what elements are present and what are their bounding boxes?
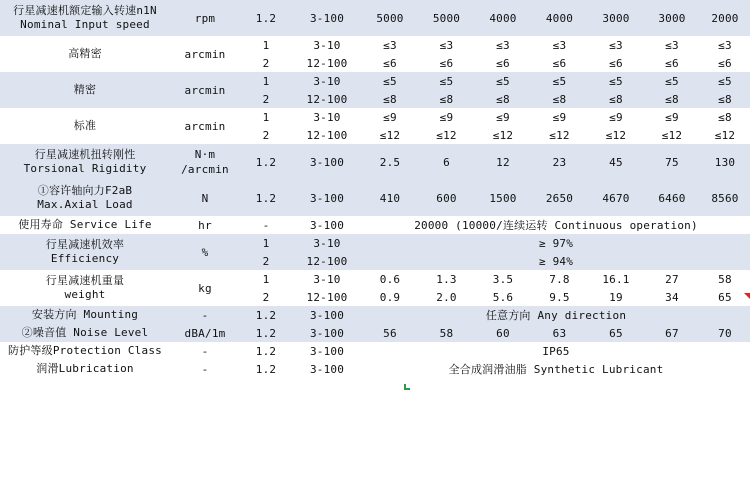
table-cell: 12 (475, 144, 531, 180)
row-label: ①容许轴向力F2aB Max.Axial Load (0, 180, 170, 216)
table-cell: 1.2 (255, 362, 277, 376)
table-cell: ≤9 (439, 110, 454, 124)
table-cell: ≥ 97% (362, 234, 750, 252)
table-row (0, 360, 750, 378)
table-cell: ≤3 (609, 38, 623, 52)
table-cell: ≤8 (362, 90, 418, 108)
table-cell: ≤12 (492, 128, 514, 142)
table-cell: 1.2 (240, 180, 292, 216)
table-cell: ≤3 (439, 38, 454, 52)
table-cell: 3000 (644, 0, 700, 36)
table-row (0, 216, 750, 234)
table-cell: 任意方向 Any direction (362, 306, 750, 324)
table-cell: 1.2 (255, 344, 277, 358)
table-cell: arcmin (184, 47, 226, 61)
row-label: 润滑Lubrication (36, 362, 134, 375)
table-cell: 4670 (588, 180, 644, 216)
table-cell: 34 (665, 290, 679, 304)
table-cell: 600 (418, 180, 475, 216)
table-cell: 1 (240, 234, 292, 252)
table-row (0, 342, 750, 360)
table-cell: ≤5 (362, 72, 418, 90)
table-cell: 75 (644, 144, 700, 180)
row-label: 行星减速机效率 Efficiency (0, 234, 170, 270)
table-cell: ≤12 (436, 128, 457, 142)
table-cell: ≤6 (383, 56, 397, 70)
table-cell: 3-100 (292, 306, 362, 324)
table-cell: 2 (262, 128, 270, 142)
table-cell: 5.6 (492, 290, 514, 304)
table-cell: ≥ 94% (362, 252, 750, 270)
table-cell: 12-100 (292, 252, 362, 270)
table-cell: ≤9 (609, 110, 623, 124)
table-cell: 45 (588, 144, 644, 180)
table-cell: 4000 (531, 0, 588, 36)
table-cell: arcmin (170, 72, 240, 108)
table-cell: ≤9 (552, 110, 567, 124)
table-cell: ≤8 (700, 90, 750, 108)
table-cell: hr (198, 218, 212, 232)
table-cell: 12-100 (306, 290, 348, 304)
table-cell: ≤12 (379, 128, 401, 142)
table-cell: 58 (418, 324, 475, 342)
table-cell: 3-10 (313, 38, 341, 52)
table-cell: 0.9 (379, 290, 401, 304)
table-row (0, 72, 750, 90)
table-cell: ≤3 (552, 38, 567, 52)
table-cell: ≤5 (700, 72, 750, 90)
table-cell: 3-10 (313, 110, 341, 124)
table-cell: 3000 (588, 0, 644, 36)
table-cell: 65 (718, 290, 732, 304)
table-cell: ≤8 (644, 90, 700, 108)
table-cell: 23 (531, 144, 588, 180)
table-cell: IP65 (542, 344, 570, 358)
table-cell: 1.2 (240, 0, 292, 36)
table-cell: 2.0 (436, 290, 457, 304)
table-cell: ≤5 (531, 72, 588, 90)
table-cell: 1.2 (240, 306, 292, 324)
table-cell: 2 (262, 56, 270, 70)
table-cell: 1 (262, 110, 270, 124)
table-cell: 6460 (644, 180, 700, 216)
table-cell: ≤8 (418, 90, 475, 108)
table-cell: ≤6 (439, 56, 454, 70)
table-cell: ≤8 (475, 90, 531, 108)
table-cell: 1.3 (436, 272, 457, 286)
table-cell: kg (198, 281, 212, 295)
table-row (0, 270, 750, 288)
table-cell: ≤3 (496, 38, 510, 52)
table-cell: ≤6 (665, 56, 679, 70)
table-cell: 67 (644, 324, 700, 342)
table-cell: 2000 (700, 0, 750, 36)
table-cell: ≤5 (475, 72, 531, 90)
table-cell: 12-100 (306, 56, 348, 70)
table-row (0, 234, 750, 252)
table-cell: ≤9 (496, 110, 510, 124)
table-row (0, 108, 750, 126)
table-cell: 16.1 (602, 272, 630, 286)
table-cell: 全合成润滑油脂 Synthetic Lubricant (448, 362, 664, 376)
table-cell: 60 (475, 324, 531, 342)
table-cell: ≤9 (383, 110, 397, 124)
table-cell: arcmin (184, 119, 226, 133)
table-cell: ≤6 (552, 56, 567, 70)
table-cell: ≤8 (531, 90, 588, 108)
table-cell: 1.2 (240, 144, 292, 180)
table-cell: 3-100 (309, 218, 345, 232)
table-cell: 65 (588, 324, 644, 342)
table-cell: 63 (531, 324, 588, 342)
table-cell: - (262, 218, 270, 232)
table-cell: ≤8 (588, 90, 644, 108)
table-cell: ≤3 (383, 38, 397, 52)
table-cell: 2 (262, 290, 270, 304)
table-cell: 5000 (362, 0, 418, 36)
row-label: 精密 (0, 72, 170, 108)
row-label: 使用寿命 Service Life (18, 218, 152, 231)
table-cell: 3-100 (309, 344, 345, 358)
table-cell: 56 (362, 324, 418, 342)
table-cell: 12-100 (306, 128, 348, 142)
table-cell: 1 (240, 72, 292, 90)
row-label: ②噪音值 Noise Level (0, 324, 170, 342)
table-cell: 8560 (700, 180, 750, 216)
table-row (0, 306, 750, 324)
row-label: 行星减速机额定输入转速n1N Nominal Input speed (0, 0, 170, 36)
row-label: 标准 (73, 119, 97, 132)
table-cell: N (170, 180, 240, 216)
table-cell: 3-100 (292, 0, 362, 36)
table-cell: ≤6 (609, 56, 623, 70)
table-cell: 58 (718, 272, 732, 286)
table-cell: 2.5 (362, 144, 418, 180)
table-cell: - (170, 306, 240, 324)
table-row (0, 180, 750, 198)
row-label: 安装方向 Mounting (0, 306, 170, 324)
table-cell: ≤12 (661, 128, 683, 142)
table-cell: 3-10 (292, 234, 362, 252)
table-cell: 3-100 (292, 324, 362, 342)
table-cell: 410 (362, 180, 418, 216)
table-cell: ≤6 (496, 56, 510, 70)
table-cell: ≤5 (644, 72, 700, 90)
table-cell: ≤6 (718, 56, 732, 70)
table-cell: rpm (170, 0, 240, 36)
table-cell: 2650 (531, 180, 588, 216)
table-cell: 3-100 (292, 180, 362, 216)
row-label: 行星减速机扭转刚性 Torsional Rigidity (0, 144, 170, 180)
table-cell: 3-10 (292, 72, 362, 90)
table-cell: 19 (609, 290, 623, 304)
table-cell: 3-100 (292, 144, 362, 180)
row-label: 防护等级Protection Class (8, 344, 162, 357)
table-cell: 2 (240, 252, 292, 270)
table-cell: 1 (262, 38, 270, 52)
table-cell: ≤12 (714, 128, 736, 142)
red-corner-mark (744, 293, 750, 299)
table-cell: 0.6 (379, 272, 401, 286)
table-cell: 6 (418, 144, 475, 180)
table-cell: 130 (700, 144, 750, 180)
table-row (0, 36, 750, 54)
table-cell: ≤3 (665, 38, 679, 52)
table-cell: ≤8 (718, 110, 732, 124)
table-cell: 27 (665, 272, 679, 286)
table-cell: ≤12 (605, 128, 627, 142)
table-cell: 5000 (418, 0, 475, 36)
table-cell: 3-100 (309, 362, 345, 376)
table-cell: 4000 (475, 0, 531, 36)
table-cell: 12-100 (292, 90, 362, 108)
table-cell: 3-10 (313, 272, 341, 286)
table-cell: 2 (240, 90, 292, 108)
table-cell: ≤5 (588, 72, 644, 90)
table-cell: 1500 (475, 180, 531, 216)
row-label: 行星减速机重量 weight (45, 274, 125, 301)
table-cell: - (201, 362, 209, 376)
table-cell: ≤5 (418, 72, 475, 90)
table-row (0, 324, 750, 342)
table-cell: N·m /arcmin (170, 144, 240, 180)
table-cell: 20000 (10000/连续运转 Continuous operation) (414, 218, 698, 232)
table-cell: ≤12 (549, 128, 570, 142)
table-cell: ≤9 (665, 110, 679, 124)
table-cell: - (201, 344, 209, 358)
green-tick-mark (404, 384, 410, 390)
table-cell: % (170, 234, 240, 270)
table-cell: 3.5 (492, 272, 514, 286)
table-cell: ≤3 (718, 38, 732, 52)
table-row (0, 0, 750, 18)
table-cell: 1 (262, 272, 270, 286)
row-label: 高精密 (68, 47, 102, 60)
table-row (0, 144, 750, 162)
table-cell: dBA/1m (170, 324, 240, 342)
table-cell: 70 (700, 324, 750, 342)
table-cell: 9.5 (549, 290, 570, 304)
table-cell: 7.8 (549, 272, 570, 286)
table-cell: 1.2 (240, 324, 292, 342)
